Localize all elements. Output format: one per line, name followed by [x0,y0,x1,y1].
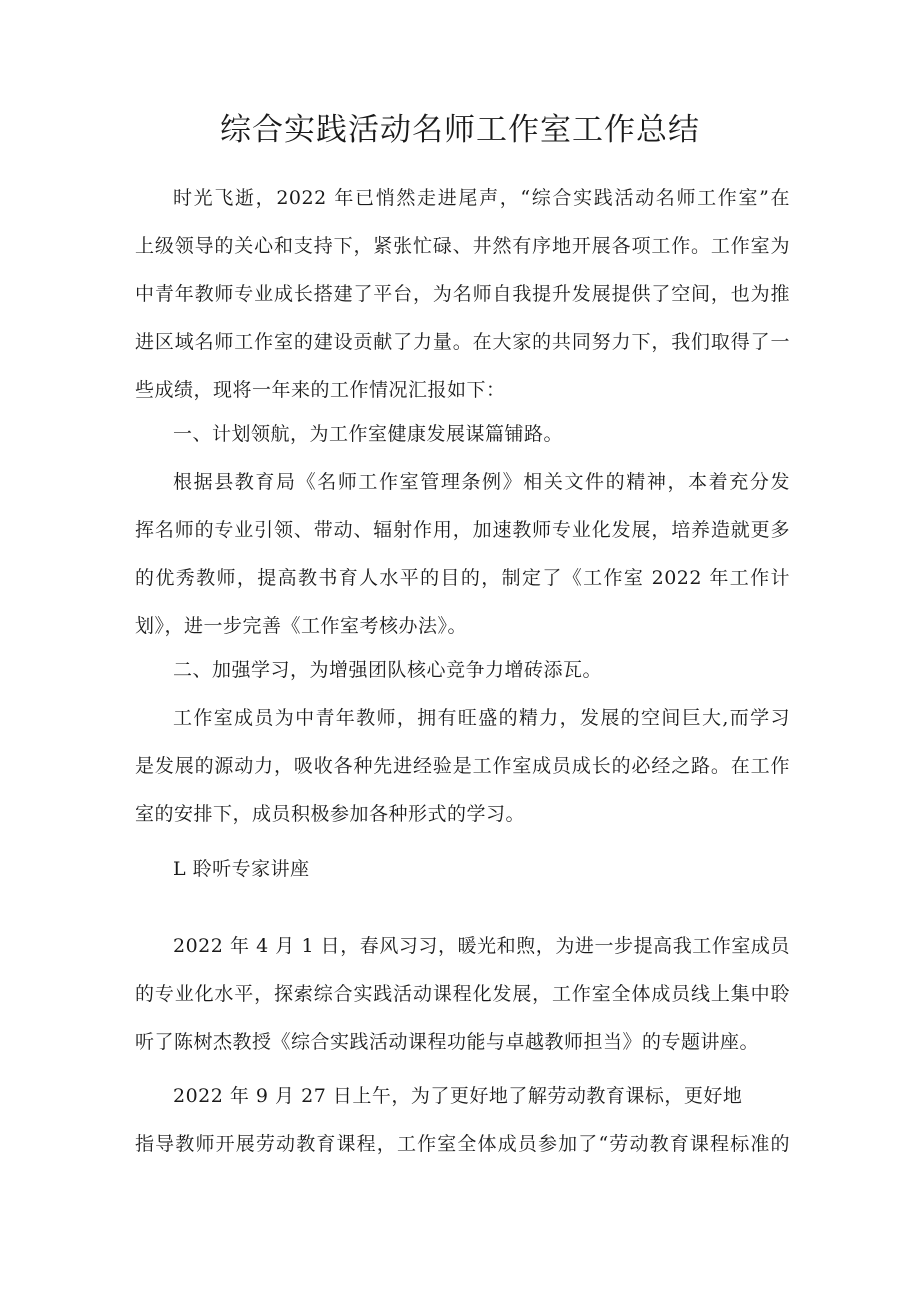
paragraph-line: 进区域名师工作室的建设贡献了力量。在大家的共同努力下，我们取得了一 [135,331,790,353]
paragraph-line: 中青年教师专业成长搭建了平台，为名师自我提升发展提供了空间，也为推 [135,283,790,305]
paragraph-line: 2022 年 4 月 1 日，春风习习，暖光和煦，为进一步提高我工作室成员 [173,935,790,957]
document-title: 综合实践活动名师工作室工作总结 [220,112,700,148]
paragraph-line: 些成绩，现将一年来的工作情况汇报如下： [135,379,506,401]
paragraph-plan [135,458,790,650]
paragraph-line: 是发展的源动力，吸收各种先进经验是工作室成员成长的必经之路。在工作 [135,755,790,777]
paragraph-line: 的优秀教师，提高教书育人水平的目的，制定了《工作室 2022 年工作计 [135,567,790,589]
paragraph-line: 的专业化水平，探索综合实践活动课程化发展，工作室全体成员线上集中聆 [135,983,790,1005]
paragraph-line: 2022 年 9 月 27 日上午，为了更好地了解劳动教育课标，更好地 [173,1085,743,1107]
paragraph-line: 听了陈树杰教授《综合实践活动课程功能与卓越教师担当》的专题讲座。 [135,1031,760,1053]
paragraph-line: 室的安排下，成员积极参加各种形式的学习。 [135,803,526,825]
section-heading-text: 一、计划领航，为工作室健康发展谋篇铺路。 [173,423,564,445]
paragraph-line: 挥名师的专业引领、带动、辐射作用，加速教师专业化发展，培养造就更多 [135,519,790,541]
paragraph-line: 时光飞逝，2022 年已悄然走进尾声，“综合实践活动名师工作室”在 [173,187,790,209]
section-heading-1 [135,410,790,458]
subsection-heading-text: L 聆听专家讲座 [173,858,310,880]
paragraph-line: 指导教师开展劳动教育课程，工作室全体成员参加了“劳动教育课程标准的 [135,1133,790,1155]
section-heading-text: 二、加强学习，为增强团队核心竞争力增砖添瓦。 [173,659,603,681]
paragraph-lecture-april [135,922,790,1066]
paragraph-line: 工作室成员为中青年教师，拥有旺盛的精力，发展的空间巨大,而学习 [173,707,790,729]
paragraph-line: 根据县教育局《名师工作室管理条例》相关文件的精神，本着充分发 [173,471,790,493]
section-heading-2 [135,646,790,694]
paragraph-lecture-september [135,1072,790,1168]
paragraph-intro [135,174,790,414]
paragraph-study [135,694,790,838]
subsection-heading [135,845,790,893]
paragraph-line: 上级领导的关心和支持下，紧张忙碌、井然有序地开展各项工作。工作室为 [135,235,790,257]
paragraph-line: 划》，进一步完善《工作室考核办法》。 [135,615,468,637]
